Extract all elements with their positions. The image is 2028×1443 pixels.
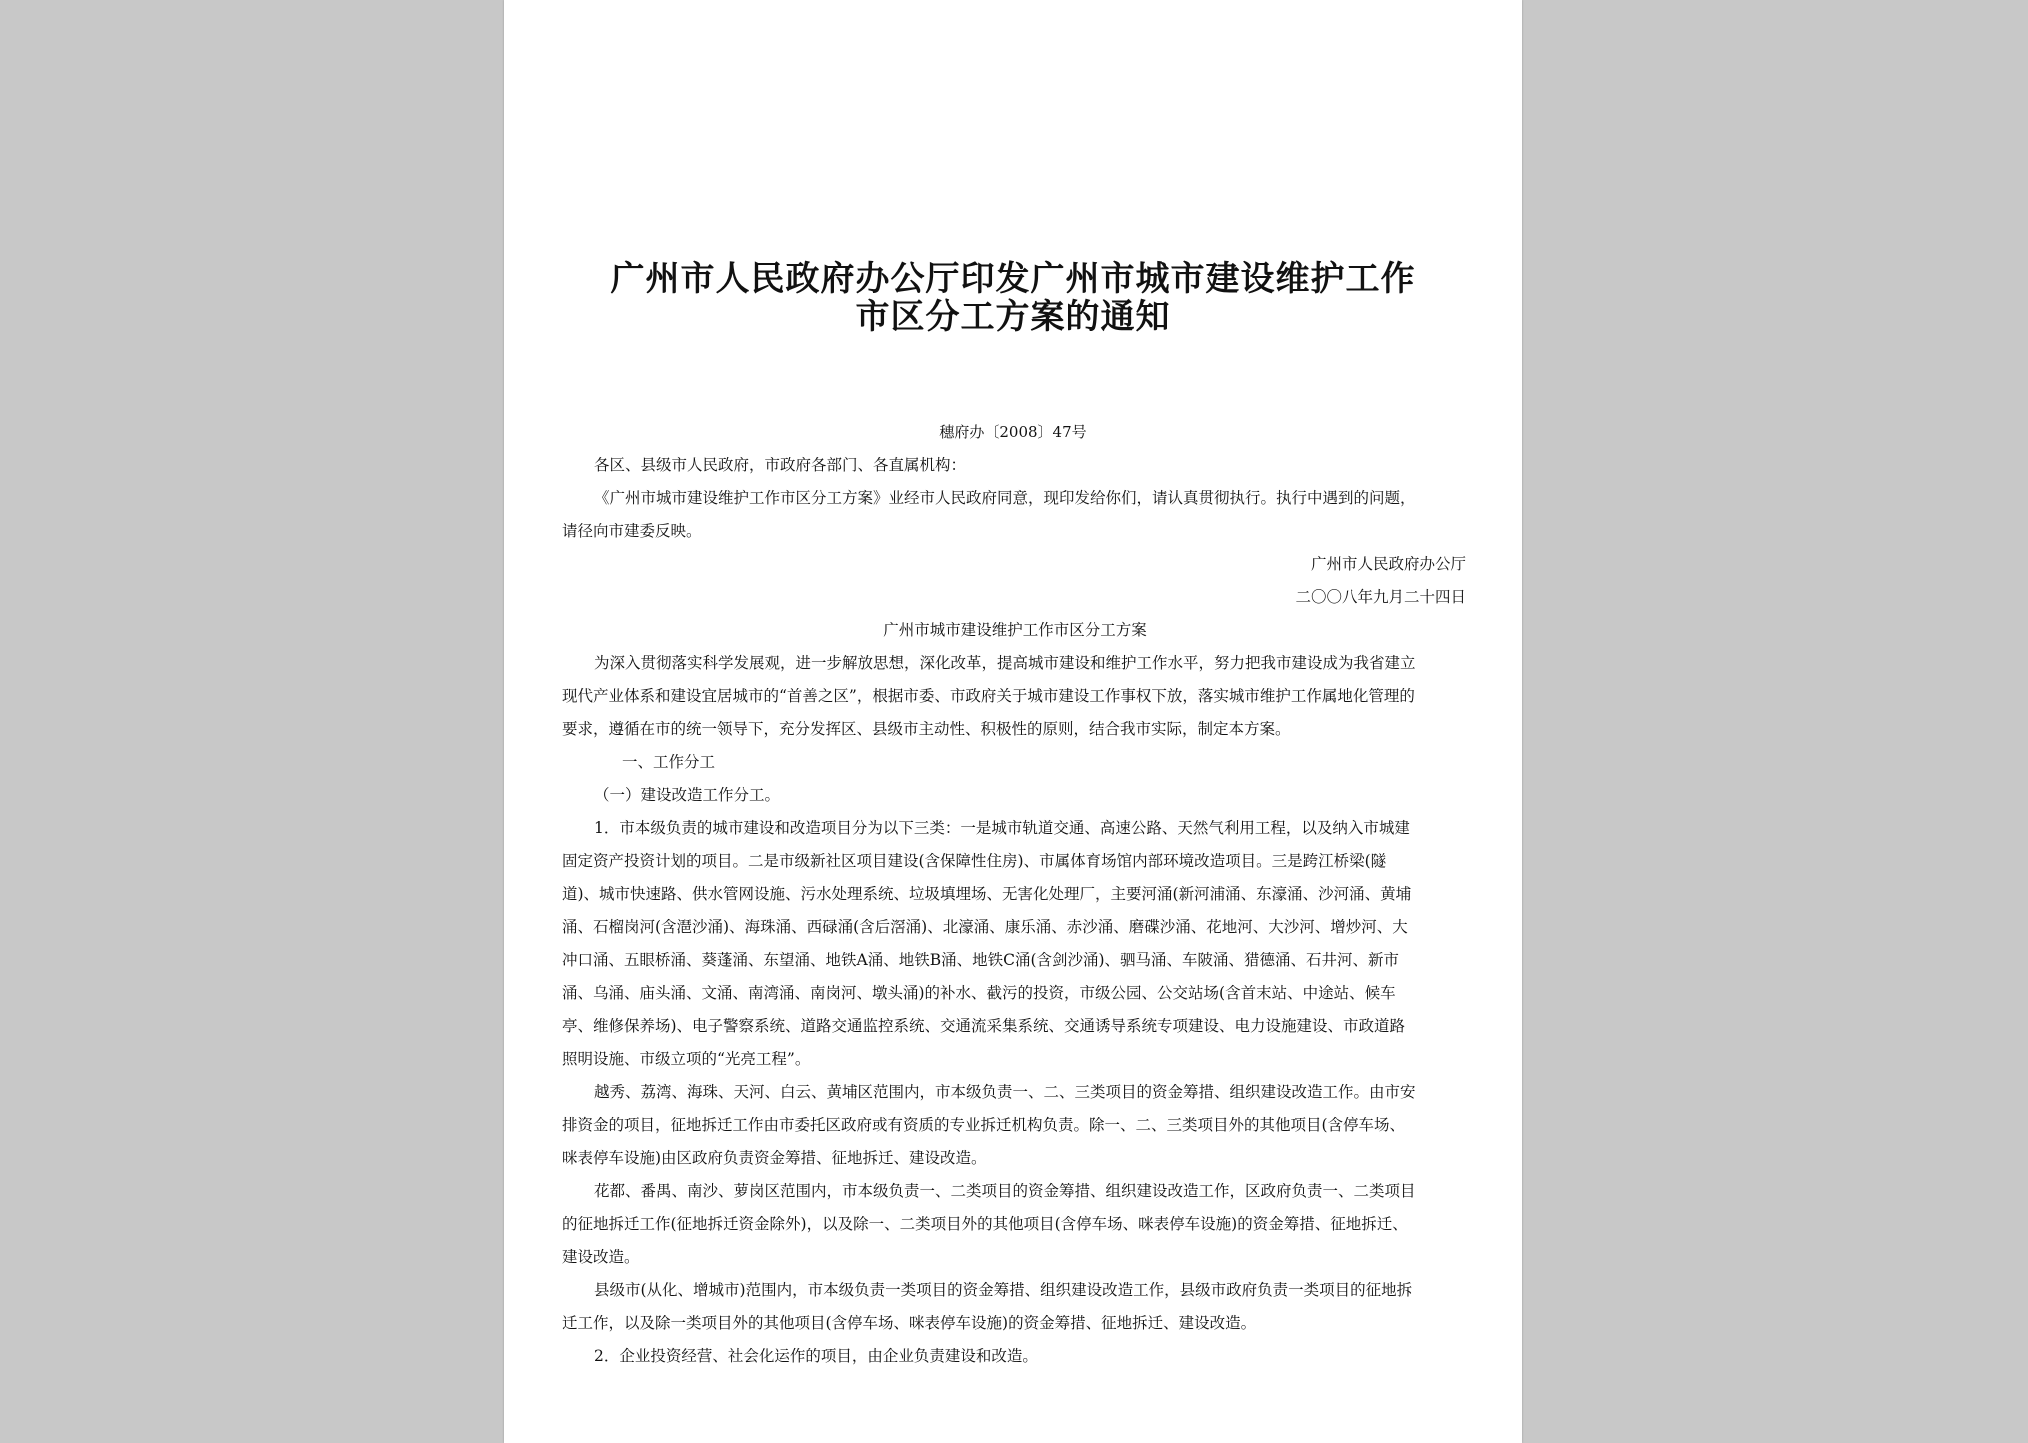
item-1-line-1: 1．市本级负责的城市建设和改造项目分为以下三类：一是城市轨道交通、高速公路、天然气利用工程，以及纳入市城建 (594, 819, 1410, 837)
item-1-line-7: 亭、维修保养场)、电子警察系统、道路交通监控系统、交通流采集系统、交通诱导系统专项建设、电力设施建设、市政道路 (562, 1017, 1406, 1035)
intro-line-2: 请径向市建委反映。 (562, 522, 702, 540)
document-body (562, 449, 1468, 1373)
item-1-line-4: 涌、石榴岗河(含潖沙涌)、海珠涌、西碌涌(含后滘涌)、北濠涌、康乐涌、赤沙涌、磨碟沙涌、花地河、大沙河、增炒河、大 (562, 918, 1408, 936)
date-line: 二〇〇八年九月二十四日 (1295, 588, 1466, 606)
districts-a-line-3: 咪表停车设施)由区政府负责资金筹措、征地拆迁、建设改造。 (562, 1149, 987, 1167)
document-number: 穗府办〔2008〕47号 (939, 423, 1087, 441)
title-line-2: 市区分工方案的通知 (855, 297, 1171, 337)
county-line-2: 迁工作，以及除一类项目外的其他项目(含停车场、咪表停车设施)的资金筹措、征地拆迁、建设改造。 (562, 1314, 1257, 1332)
item-1-line-2: 固定资产投资计划的项目。二是市级新社区项目建设(含保障性住房)、市属体育场馆内部环境改造项目。三是跨江桥梁(隧 (562, 852, 1387, 870)
districts-a-line-2: 排资金的项目，征地拆迁工作由市委托区政府或有资质的专业拆迁机构负责。除一、二、三类项目外的其他项目(含停车场、 (562, 1116, 1406, 1134)
document-page (504, 0, 1522, 1443)
districts-b-line-3: 建设改造。 (562, 1248, 640, 1266)
section-heading-1: 一、工作分工 (622, 753, 716, 771)
title-line-1: 广州市人民政府办公厅印发广州市城市建设维护工作 (610, 259, 1416, 299)
document-title (504, 260, 1522, 336)
preamble-line-3: 要求，遵循在市的统一领导下，充分发挥区、县级市主动性、积极性的原则，结合我市实际，制定本方案。 (562, 720, 1291, 738)
county-line-1: 县级市(从化、增城市)范围内，市本级负责一类项目的资金筹措、组织建设改造工作，县级市政府负责一类项目的征地拆 (594, 1281, 1413, 1299)
item-1-line-6: 涌、乌涌、庙头涌、文涌、南湾涌、南岗河、墩头涌)的补水、截污的投资，市级公园、公交站场(含首末站、中途站、候车 (562, 984, 1396, 1002)
plan-title: 广州市城市建设维护工作市区分工方案 (883, 621, 1147, 639)
issuer-line: 广州市人民政府办公厅 (1310, 555, 1466, 573)
subsection-heading-1: （一）建设改造工作分工。 (594, 786, 781, 804)
preamble-line-2: 现代产业体系和建设宜居城市的“首善之区”，根据市委、市政府关于城市建设工作事权下放，落实城市维护工作属地化管理的 (562, 687, 1415, 705)
item-2-line: 2．企业投资经营、社会化运作的项目，由企业负责建设和改造。 (594, 1347, 1038, 1365)
item-1-line-5: 冲口涌、五眼桥涌、葵蓬涌、东望涌、地铁A涌、地铁B涌、地铁C涌(含剑沙涌)、驷马涌、车陂涌、猎德涌、石井河、新市 (562, 951, 1400, 969)
recipients-line: 各区、县级市人民政府，市政府各部门、各直属机构： (594, 456, 967, 474)
intro-line-1: 《广州市城市建设维护工作市区分工方案》业经市人民政府同意，现印发给你们，请认真贯彻执行。执行中遇到的问题， (594, 489, 1416, 507)
item-1-line-8: 照明设施、市级立项的“光亮工程”。 (562, 1050, 811, 1068)
districts-b-line-2: 的征地拆迁工作(征地拆迁资金除外)，以及除一、二类项目外的其他项目(含停车场、咪表停车设施)的资金筹措、征地拆迁、 (562, 1215, 1408, 1233)
preamble-line-1: 为深入贯彻落实科学发展观，进一步解放思想，深化改革，提高城市建设和维护工作水平，努力把我市建设成为我省建立 (594, 654, 1416, 672)
districts-b-line-1: 花都、番禺、南沙、萝岗区范围内，市本级负责一、二类项目的资金筹措、组织建设改造工作，区政府负责一、二类项目 (594, 1182, 1416, 1200)
districts-a-line-1: 越秀、荔湾、海珠、天河、白云、黄埔区范围内，市本级负责一、二、三类项目的资金筹措、组织建设改造工作。由市安 (594, 1083, 1416, 1101)
item-1-line-3: 道)、城市快速路、供水管网设施、污水处理系统、垃圾填埋场、无害化处理厂，主要河涌(新河浦涌、东濠涌、沙河涌、黄埔 (562, 885, 1412, 903)
